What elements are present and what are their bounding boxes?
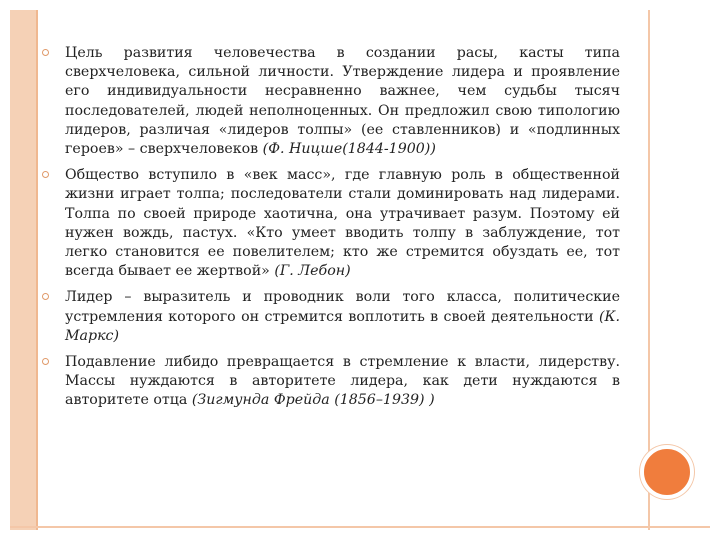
bullet-text: Общество вступило в «век масс», где главную роль в общественной жизни играет толпа; последователи стали доминировать над лидерами. Толпа по своей природе хаотична, она утрачивает разум. Поэтому ей нужен вождь, пастух. «Кто умеет вводить толпу в заблуждение, тот легко становится ее повелителем; кто же стремится обуздать ее, тот всегда бывает ее жертвой» (65, 167, 620, 280)
bullet-circle-icon (42, 358, 49, 365)
bullet-text: Подавление либидо превращается в стремление к власти, лидерству. Массы нуждаются в авторитете лидера, как дети нуждаются в авторитете отца (65, 354, 620, 409)
bullet-item-marx (40, 288, 620, 346)
bullet-circle-icon (42, 171, 49, 178)
frame-left-line (36, 10, 38, 530)
bullet-circle-icon (42, 293, 49, 300)
bullet-item-nietzsche (40, 44, 620, 159)
bullet-text: Лидер – выразитель и проводник воли того класса, политические устремления которого он стремится воплотить в своей деятельности (65, 289, 620, 325)
accent-circle (640, 445, 694, 499)
slide-content (40, 44, 620, 418)
bullet-item-freud (40, 353, 620, 411)
bullet-attribution: (Г. Лебон) (274, 263, 351, 280)
bullet-item-lebon (40, 166, 620, 281)
bullet-attribution: (Ф. Ницше(1844-1900)) (262, 141, 436, 158)
bullet-text: Цель развития человечества в создании расы, касты типа сверхчеловека, сильной личности. Утверждение лидера и проявление его индивидуальности несравненно важнее, чем судьбы тысяч последователей, людей неполноценных. Он предложил свою типологию лидеров, различая «лидеров толпы» (ее ставленников) и «подлинных героев» – сверхчеловеков (65, 45, 620, 158)
bullet-circle-icon (42, 49, 49, 56)
bullet-attribution: (Зигмунда Фрейда (1856–1939) ) (191, 392, 435, 409)
frame-bottom-line (10, 526, 710, 528)
frame-left-band (10, 10, 38, 530)
bullet-attribution: (К. Маркс) (65, 308, 620, 344)
